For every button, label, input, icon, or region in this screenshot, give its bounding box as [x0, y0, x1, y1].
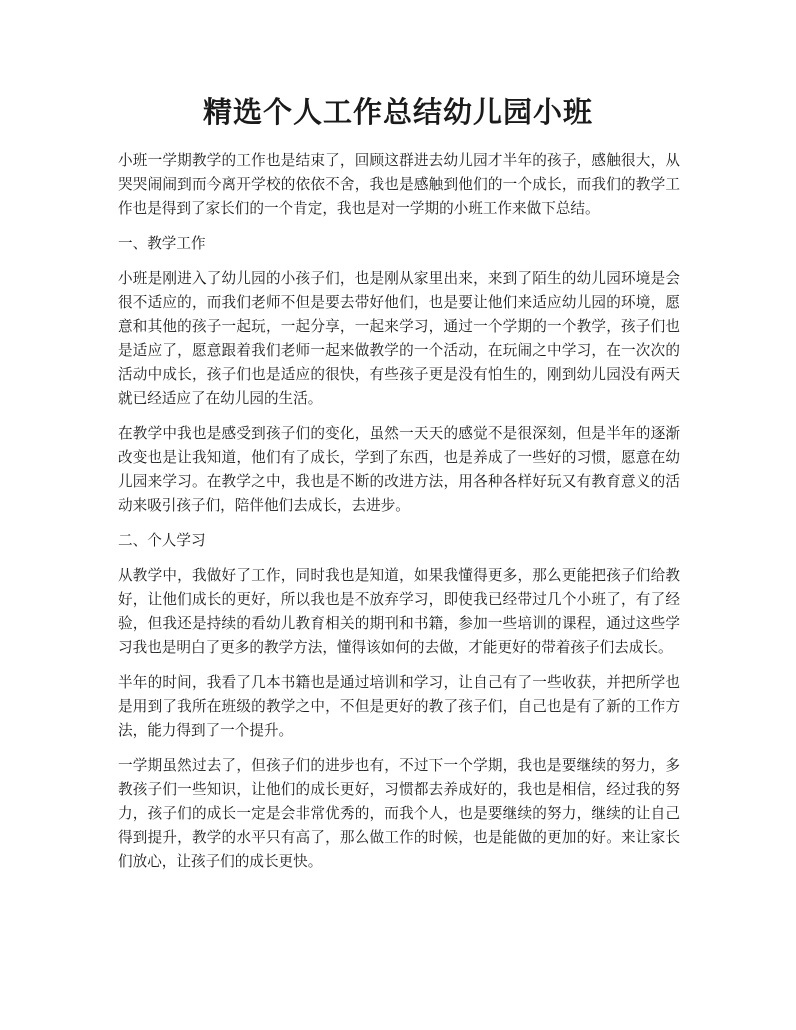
section-heading: 二、个人学习: [118, 532, 206, 549]
document-title: 精选个人工作总结幼儿园小班: [202, 95, 593, 129]
section-heading: 一、教学工作: [118, 235, 206, 252]
paragraph: 小班是刚进入了幼儿园的小孩子们，也是刚从家里出来，来到了陌生的幼儿园环境是会很不适应的，而我们老师不但是要去带好他们，也是要让他们来适应幼儿园的环境，愿意和其他的孩子一起玩，一起分享，一起来学习，通过一个学期的一个教学，孩子们也是适应了，愿意跟着我们老师一起来做教学的一个活动，在玩闹之中学习，在一次次的活动中成长，孩子们也是适应的很快，有些孩子更是没有怕生的，刚到幼儿园没有两天就已经适应了在幼儿园的生活。: [118, 270, 680, 407]
paragraph: 在教学中我也是感受到孩子们的变化，虽然一天天的感觉不是很深刻，但是半年的逐渐改变也是让我知道，他们有了成长，学到了东西，也是养成了一些好的习惯，愿意在幼儿园来学习。在教学之中，我也是不断的改进方法，用各种各样好玩又有教育意义的活动来吸引孩子们，陪伴他们去成长，去进步。: [118, 425, 680, 514]
paragraph: 小班一学期教学的工作也是结束了，回顾这群进去幼儿园才半年的孩子，感触很大，从哭哭闹闹到而今离开学校的依依不舍，我也是感触到他们的一个成长，而我们的教学工作也是得到了家长们的一个肯定，我也是对一学期的小班工作来做下总结。: [118, 152, 680, 217]
paragraph: 一学期虽然过去了，但孩子们的进步也有，不过下一个学期，我也是要继续的努力，多教孩子们一些知识，让他们的成长更好，习惯都去养成好的，我也是相信，经过我的努力，孩子们的成长一定是会非常优秀的，而我个人，也是要继续的努力，继续的让自己得到提升，教学的水平只有高了，那么做工作的时候，也是能做的更加的好。来让家长们放心，让孩子们的成长更快。: [118, 757, 680, 870]
document-body: [118, 149, 680, 885]
paragraph: 从教学中，我做好了工作，同时我也是知道，如果我懂得更多，那么更能把孩子们给教好，让他们成长的更好，所以我也是不放弃学习，即使我已经带过几个小班了，有了经验，但我还是持续的看幼儿教育相关的期刊和书籍，参加一些培训的课程，通过这些学习我也是明白了更多的教学方法，懂得该如何的去做，才能更好的带着孩子们去成长。: [118, 567, 680, 656]
paragraph: 半年的时间，我看了几本书籍也是通过培训和学习，让自己有了一些收获，并把所学也是用到了我所在班级的教学之中，不但是更好的教了孩子们，自己也是有了新的工作方法，能力得到了一个提升。: [118, 674, 680, 739]
